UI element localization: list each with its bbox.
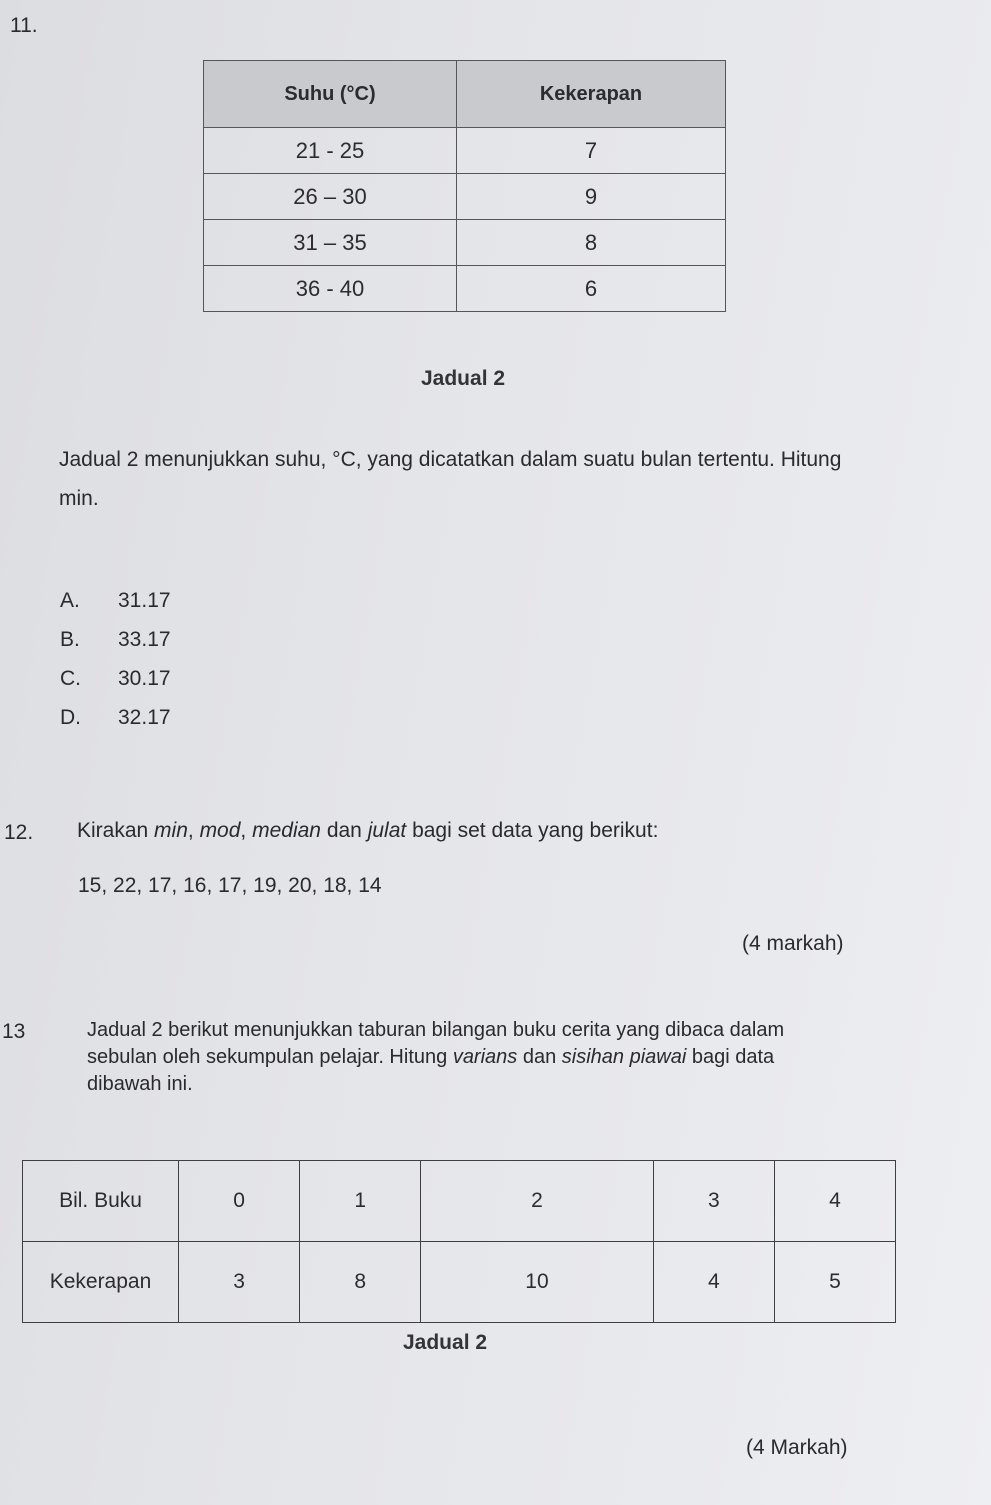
table-caption-2: Jadual 2	[403, 1331, 488, 1354]
cell-kekerapan: 5	[774, 1242, 895, 1323]
books-frequency-table	[22, 1160, 896, 1323]
cell-kekerapan: 6	[457, 266, 726, 312]
header-kekerapan: Kekerapan	[457, 61, 726, 128]
q12-suffix: bagi set data yang berikut:	[406, 819, 659, 842]
option-value: 33.17	[118, 628, 171, 651]
cell-kekerapan: 9	[457, 174, 726, 220]
term-min: min	[154, 819, 188, 842]
option-c[interactable]	[60, 659, 171, 699]
question-13-text	[87, 1017, 784, 1098]
cell-suhu: 31 – 35	[204, 220, 457, 266]
row-label-bil-buku: Bil. Buku	[23, 1161, 179, 1242]
table-row	[204, 220, 726, 266]
option-letter: B.	[60, 628, 80, 651]
option-d[interactable]	[60, 698, 171, 738]
question-12-number: 12.	[4, 821, 34, 844]
question-12-data: 15, 22, 17, 16, 17, 19, 20, 18, 14	[78, 874, 382, 897]
question-13-number: 13	[2, 1020, 26, 1043]
cell-kekerapan: 10	[421, 1242, 654, 1323]
cell-bil-buku: 0	[179, 1161, 300, 1242]
cell-bil-buku: 4	[774, 1161, 895, 1242]
separator: ,	[240, 819, 253, 842]
table-row	[204, 174, 726, 220]
q13-line2-mid: dan	[517, 1046, 562, 1068]
cell-kekerapan: 8	[457, 220, 726, 266]
q13-line3: dibawah ini.	[87, 1073, 193, 1095]
table-row	[204, 266, 726, 312]
option-value: 32.17	[118, 706, 171, 729]
cell-kekerapan: 7	[457, 128, 726, 174]
table-caption: Jadual 2	[421, 367, 506, 390]
header-suhu: Suhu (°C)	[204, 61, 457, 128]
question-13-marks: (4 Markah)	[746, 1436, 848, 1459]
cell-bil-buku: 1	[300, 1161, 421, 1242]
cell-kekerapan: 8	[300, 1242, 421, 1323]
question-11-number: 11.	[10, 14, 38, 37]
cell-suhu: 36 - 40	[204, 266, 457, 312]
question-12-marks: (4 markah)	[742, 932, 844, 955]
q13-line2-prefix: sebulan oleh sekumpulan pelajar. Hitung	[87, 1046, 453, 1068]
term-mod: mod	[199, 819, 241, 842]
separator: dan	[320, 819, 368, 842]
cell-suhu: 21 - 25	[204, 128, 457, 174]
term-julat: julat	[367, 819, 407, 842]
separator: ,	[187, 819, 200, 842]
table-row	[23, 1242, 896, 1323]
option-a[interactable]	[60, 581, 171, 621]
cell-kekerapan: 3	[179, 1242, 300, 1323]
option-letter: D.	[60, 706, 81, 729]
question-11-text-line1: Jadual 2 menunjukkan suhu, °C, yang dicatatkan dalam suatu bulan tertentu. Hitung	[59, 448, 842, 471]
option-letter: C.	[60, 667, 81, 690]
option-value: 30.17	[118, 667, 171, 690]
cell-bil-buku: 3	[653, 1161, 774, 1242]
table-header-row	[204, 61, 726, 128]
table-row	[204, 128, 726, 174]
term-median: median	[252, 819, 321, 842]
option-letter: A.	[60, 589, 80, 612]
term-sisihan-piawai: sisihan piawai	[561, 1046, 687, 1068]
cell-kekerapan: 4	[653, 1242, 774, 1323]
q13-line2-suffix: bagi data	[686, 1046, 775, 1068]
cell-bil-buku: 2	[421, 1161, 654, 1242]
option-b[interactable]	[60, 620, 171, 660]
option-value: 31.17	[118, 589, 171, 612]
table-row	[23, 1161, 896, 1242]
q13-line2	[87, 1044, 784, 1071]
row-label-kekerapan: Kekerapan	[23, 1242, 179, 1323]
q13-line1: Jadual 2 berikut menunjukkan taburan bilangan buku cerita yang dibaca dalam	[87, 1019, 785, 1041]
question-12-text	[77, 811, 658, 851]
term-varians: varians	[452, 1046, 518, 1068]
temperature-frequency-table	[203, 60, 726, 312]
q12-prefix: Kirakan	[77, 819, 155, 842]
cell-suhu: 26 – 30	[204, 174, 457, 220]
question-11-text-line2: min.	[59, 487, 99, 510]
